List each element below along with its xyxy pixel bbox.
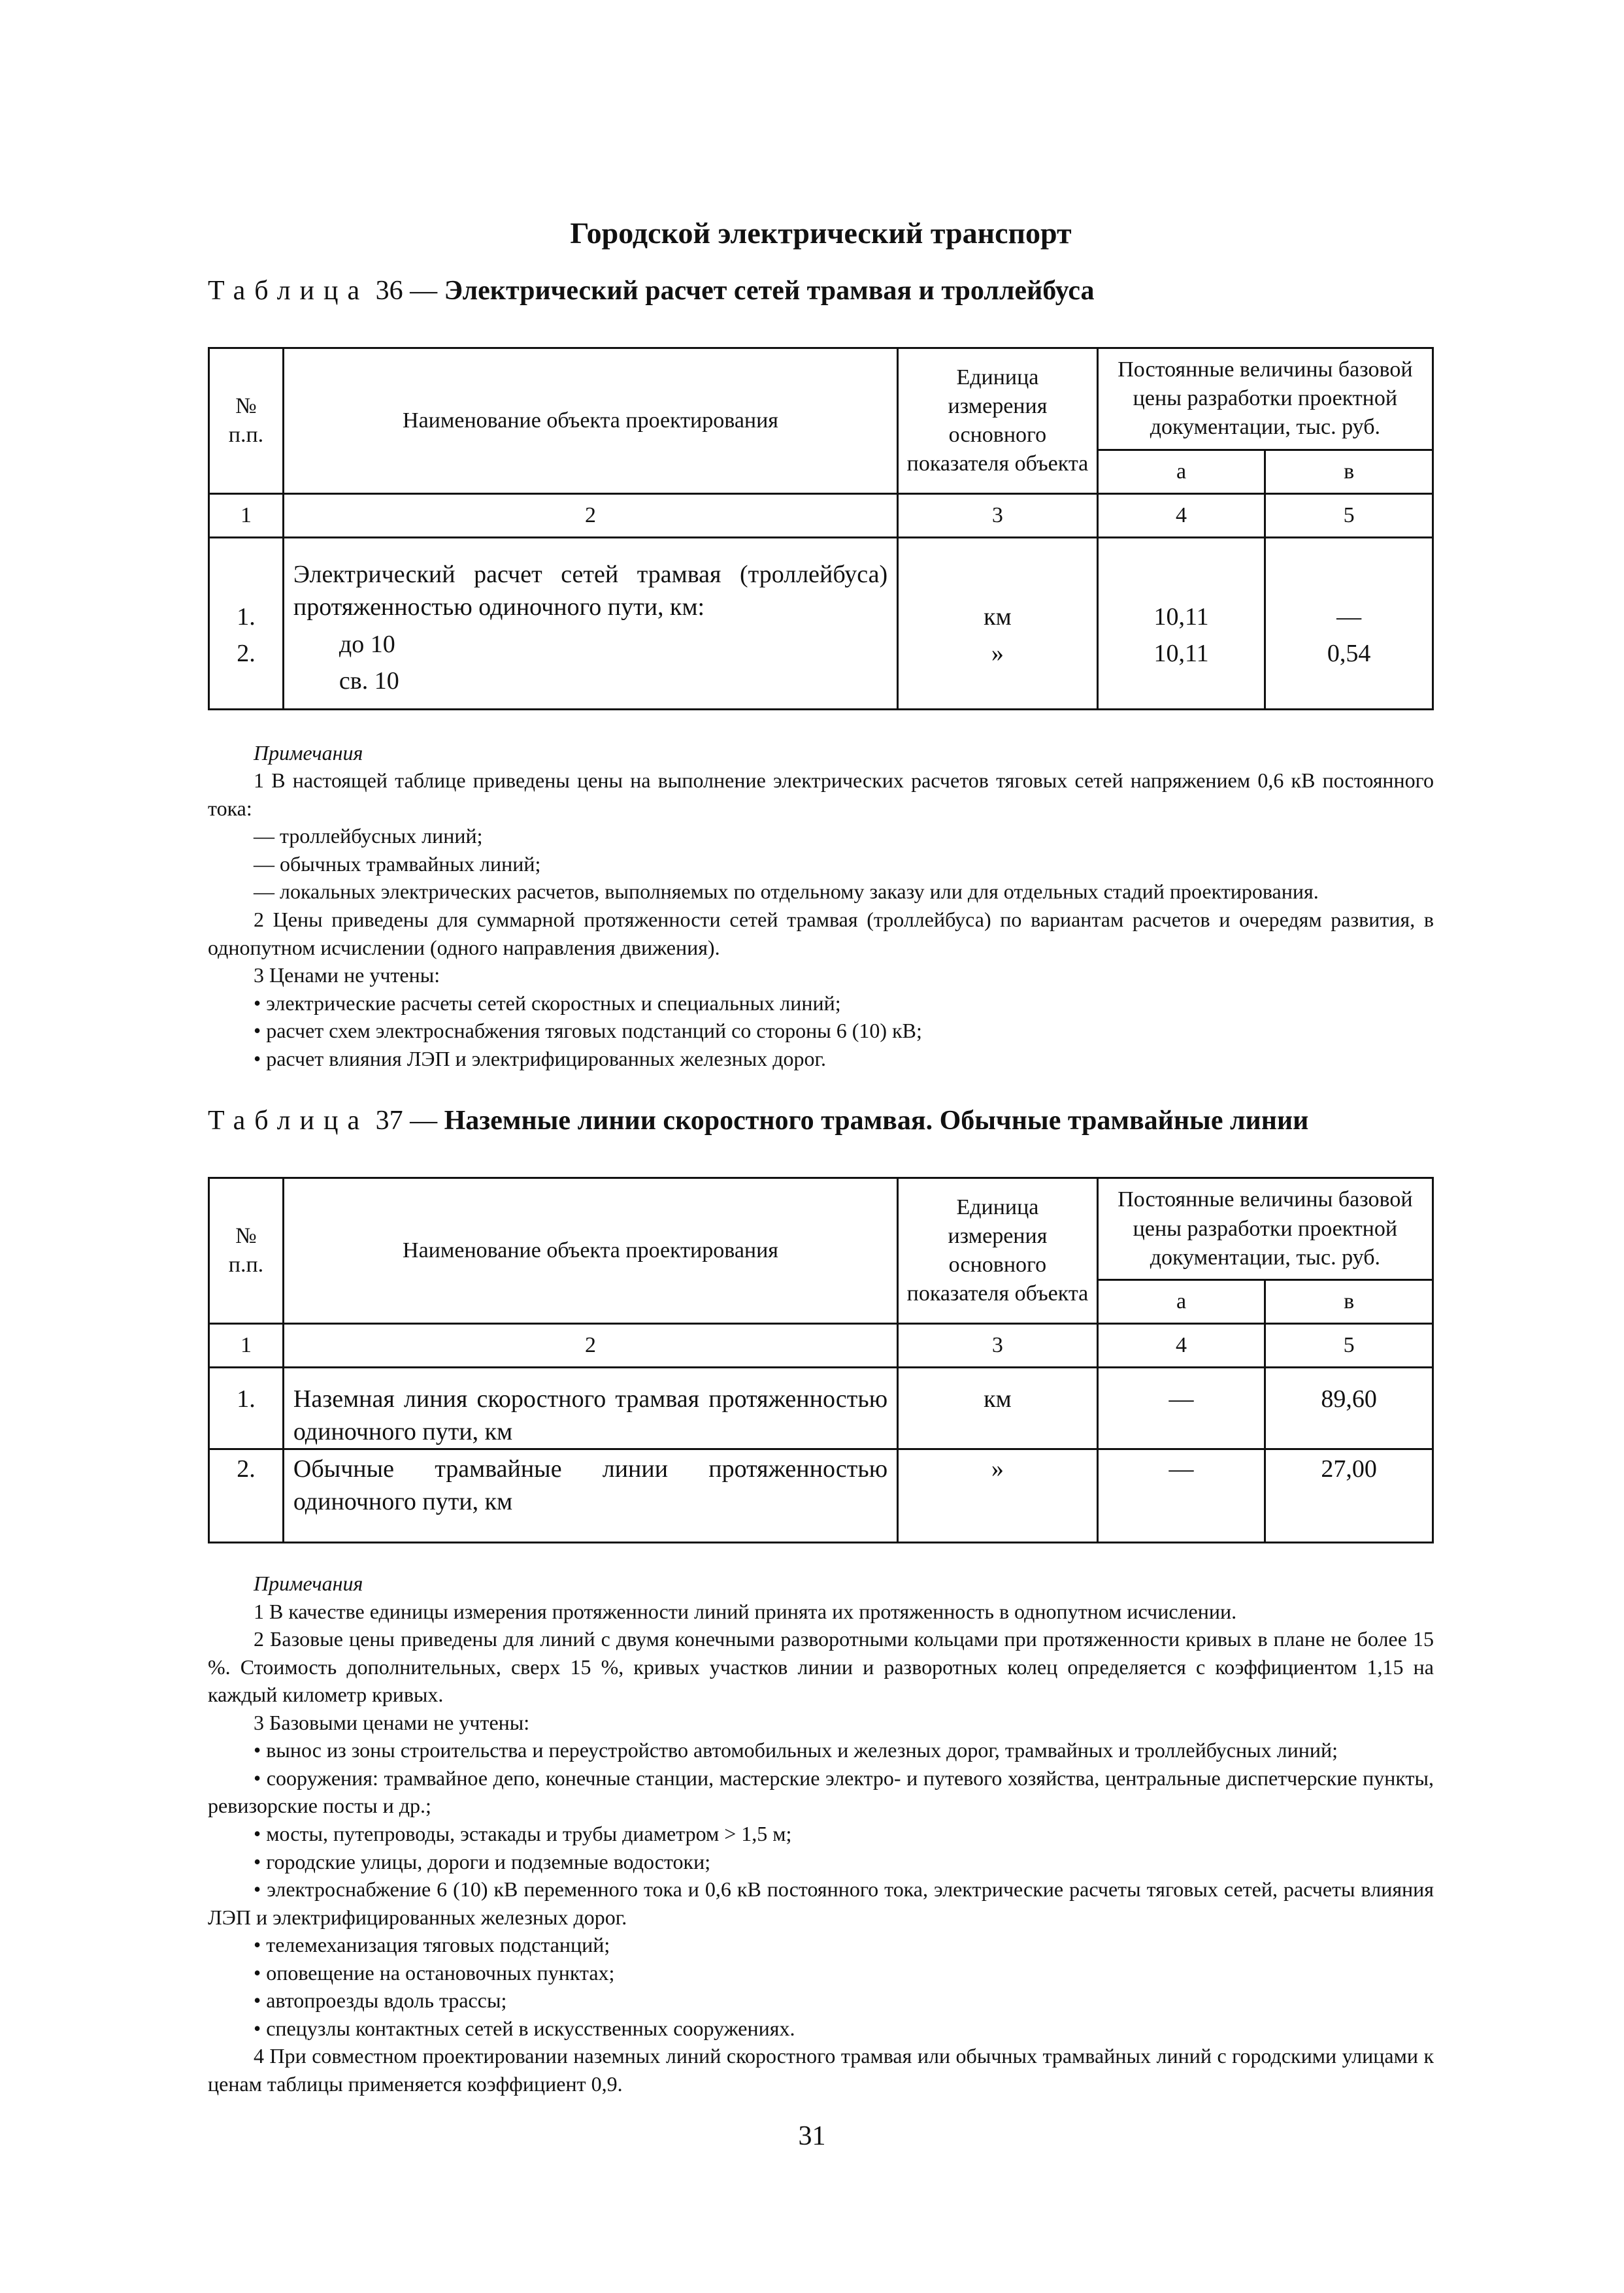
column-number: 5 <box>1265 1324 1433 1368</box>
header-a: а <box>1097 450 1265 493</box>
row-no <box>209 1368 284 1449</box>
note-item: • расчет влияния ЛЭП и электрифицированных железных дорог. <box>254 1046 826 1070</box>
row-value-a: 10,11 <box>1153 639 1209 667</box>
note-item: • телемеханизация тяговых подстанций; <box>254 1933 610 1957</box>
column-number: 2 <box>283 1324 897 1368</box>
table-37-caption-number: 37 — <box>375 1106 438 1136</box>
table-row <box>209 1449 1433 1543</box>
table-37-caption-title: Наземные линии скоростного трамвая. Обычные трамвайные линии <box>444 1106 1309 1136</box>
header-price: Постоянные величины базовой цены разработки проектной документации, тыс. руб. <box>1097 348 1433 450</box>
row-name: до 10 <box>339 630 395 658</box>
note-item: • сооружения: трамвайное депо, конечные станции, мастерские электро- и путевого хозяйства, центральные диспетчерские пункты, ревизорские посты и др.; <box>208 1766 1434 1818</box>
row-value-a: — <box>1097 1449 1265 1543</box>
note-item: — троллейбусных линий; <box>254 824 483 848</box>
row-value-a: 10,11 <box>1153 602 1209 631</box>
column-number: 3 <box>898 1324 1098 1368</box>
page-number: 31 <box>798 2121 826 2151</box>
column-number: 4 <box>1097 1324 1265 1368</box>
row-name: св. 10 <box>339 667 399 695</box>
column-number: 4 <box>1097 493 1265 537</box>
group-title: Электрический расчет сетей трамвая (троллейбуса) протяженностью одиночного пути, км: <box>293 560 888 621</box>
note-item: • электроснабжение 6 (10) кВ переменного тока и 0,6 кВ постоянного тока, электрические расчеты тяговых сетей, расчеты влияния ЛЭП и электрифицированных железных дорог. <box>208 1877 1434 1929</box>
table-37-notes <box>208 1570 1434 2098</box>
row-value-b: 89,60 <box>1265 1368 1433 1449</box>
note-item: • оповещение на остановочных пунктах; <box>254 1960 615 1985</box>
row-value-b: 27,00 <box>1265 1449 1433 1543</box>
table-36-caption-number: 36 — <box>375 276 438 306</box>
notes-title: Примечания <box>254 740 363 765</box>
row-value-a: — <box>1097 1368 1265 1449</box>
note-item: • вынос из зоны строительства и переустройство автомобильных и железных дорог, трамвайных и троллейбусных линий; <box>254 1738 1338 1762</box>
row-value-b: — <box>1336 602 1362 631</box>
column-number: 3 <box>898 493 1098 537</box>
note-item: 2 Базовые цены приведены для линий с двумя конечными разворотными кольцами при протяженности кривых в плане не более 15 %. Стоимость дополнительных, сверх 15 %, кривых участков линии и разворотных колец определяется с коэффициентом 1,15 на каждый километр кривых. <box>208 1627 1434 1707</box>
header-price: Постоянные величины базовой цены разработки проектной документации, тыс. руб. <box>1097 1178 1433 1280</box>
document-page <box>208 216 1434 2098</box>
table-37-caption <box>208 1105 1434 1136</box>
row-no: 2. <box>209 1449 284 1543</box>
column-number: 5 <box>1265 493 1433 537</box>
header-unit: Единица измерения основного показателя объекта <box>898 348 1098 494</box>
column-number-row <box>209 1324 1433 1368</box>
header-name: Наименование объекта проектирования <box>283 348 897 494</box>
row-no: 2. <box>237 639 256 667</box>
column-number: 1 <box>209 1324 284 1368</box>
notes-title: Примечания <box>254 1572 363 1596</box>
note-item: — локальных электрических расчетов, выполняемых по отдельному заказу или для отдельных стадий проектирования. <box>254 880 1319 904</box>
column-number-row <box>209 493 1433 537</box>
table-36-notes <box>208 739 1434 1073</box>
table-row <box>209 1368 1433 1449</box>
row-value-b: 0,54 <box>1327 639 1371 667</box>
row-name: Наземная линия скоростного трамвая протяженностью одиночного пути, км <box>283 1368 897 1449</box>
row-values-b <box>1265 537 1433 709</box>
row-no-value: 1. <box>237 1385 256 1413</box>
table-36-caption-word: Таблица <box>208 276 369 306</box>
row-numbers <box>209 537 284 709</box>
note-item: 3 Базовыми ценами не учтены: <box>254 1710 530 1734</box>
note-item: 1 В настоящей таблице приведены цены на выполнение электрических расчетов тяговых сетей напряжением 0,6 кВ постоянного тока: <box>208 768 1434 820</box>
table-row <box>209 537 1433 709</box>
note-item: • спецузлы контактных сетей в искусственных сооружениях. <box>254 2016 795 2040</box>
row-units <box>898 537 1098 709</box>
table-36-caption-title: Электрический расчет сетей трамвая и троллейбуса <box>444 276 1095 306</box>
column-number: 1 <box>209 493 284 537</box>
table-36 <box>208 347 1434 710</box>
row-values-a <box>1097 537 1265 709</box>
note-item: • мосты, путепроводы, эстакады и трубы диаметром > 1,5 м; <box>254 1821 792 1845</box>
table-37-caption-word: Таблица <box>208 1106 369 1136</box>
header-b: в <box>1265 450 1433 493</box>
header-b: в <box>1265 1279 1433 1323</box>
table-37 <box>208 1177 1434 1543</box>
table-36-caption <box>208 275 1434 306</box>
note-item: • городские улицы, дороги и подземные водостоки; <box>254 1849 711 1873</box>
note-item: 3 Ценами не учтены: <box>254 963 440 987</box>
note-item: 1 В качестве единицы измерения протяженности линий принята их протяженность в однопутном исчислении. <box>254 1599 1237 1623</box>
header-unit: Единица измерения основного показателя объекта <box>898 1178 1098 1324</box>
row-unit: км <box>898 1368 1098 1449</box>
column-number: 2 <box>283 493 897 537</box>
note-item: • расчет схем электроснабжения тяговых подстанций со стороны 6 (10) кВ; <box>254 1019 922 1043</box>
section-heading: Городской электрический транспорт <box>570 216 1072 250</box>
row-names <box>283 537 897 709</box>
note-item: • автопроезды вдоль трассы; <box>254 1988 507 2013</box>
note-item: • электрические расчеты сетей скоростных и специальных линий; <box>254 991 841 1015</box>
row-name: Обычные трамвайные линии протяженностью одиночного пути, км <box>283 1449 897 1543</box>
row-unit: » <box>991 639 1004 667</box>
row-unit: » <box>898 1449 1098 1543</box>
header-no: № п.п. <box>209 348 284 494</box>
note-item: 2 Цены приведены для суммарной протяженности сетей трамвая (троллейбуса) по вариантам расчетов и очередям развития, в однопутном исчислении (одного направления движения). <box>208 908 1434 959</box>
note-item: 4 При совместном проектировании наземных линий скоростного трамвая или обычных трамвайных линий с городскими улицами к ценам таблицы применяется коэффициент 0,9. <box>208 2044 1434 2096</box>
note-item: — обычных трамвайных линий; <box>254 851 541 876</box>
header-name: Наименование объекта проектирования <box>283 1178 897 1324</box>
header-no: № п.п. <box>209 1178 284 1324</box>
row-unit: км <box>984 602 1012 631</box>
row-no: 1. <box>237 602 256 631</box>
header-a: а <box>1097 1279 1265 1323</box>
